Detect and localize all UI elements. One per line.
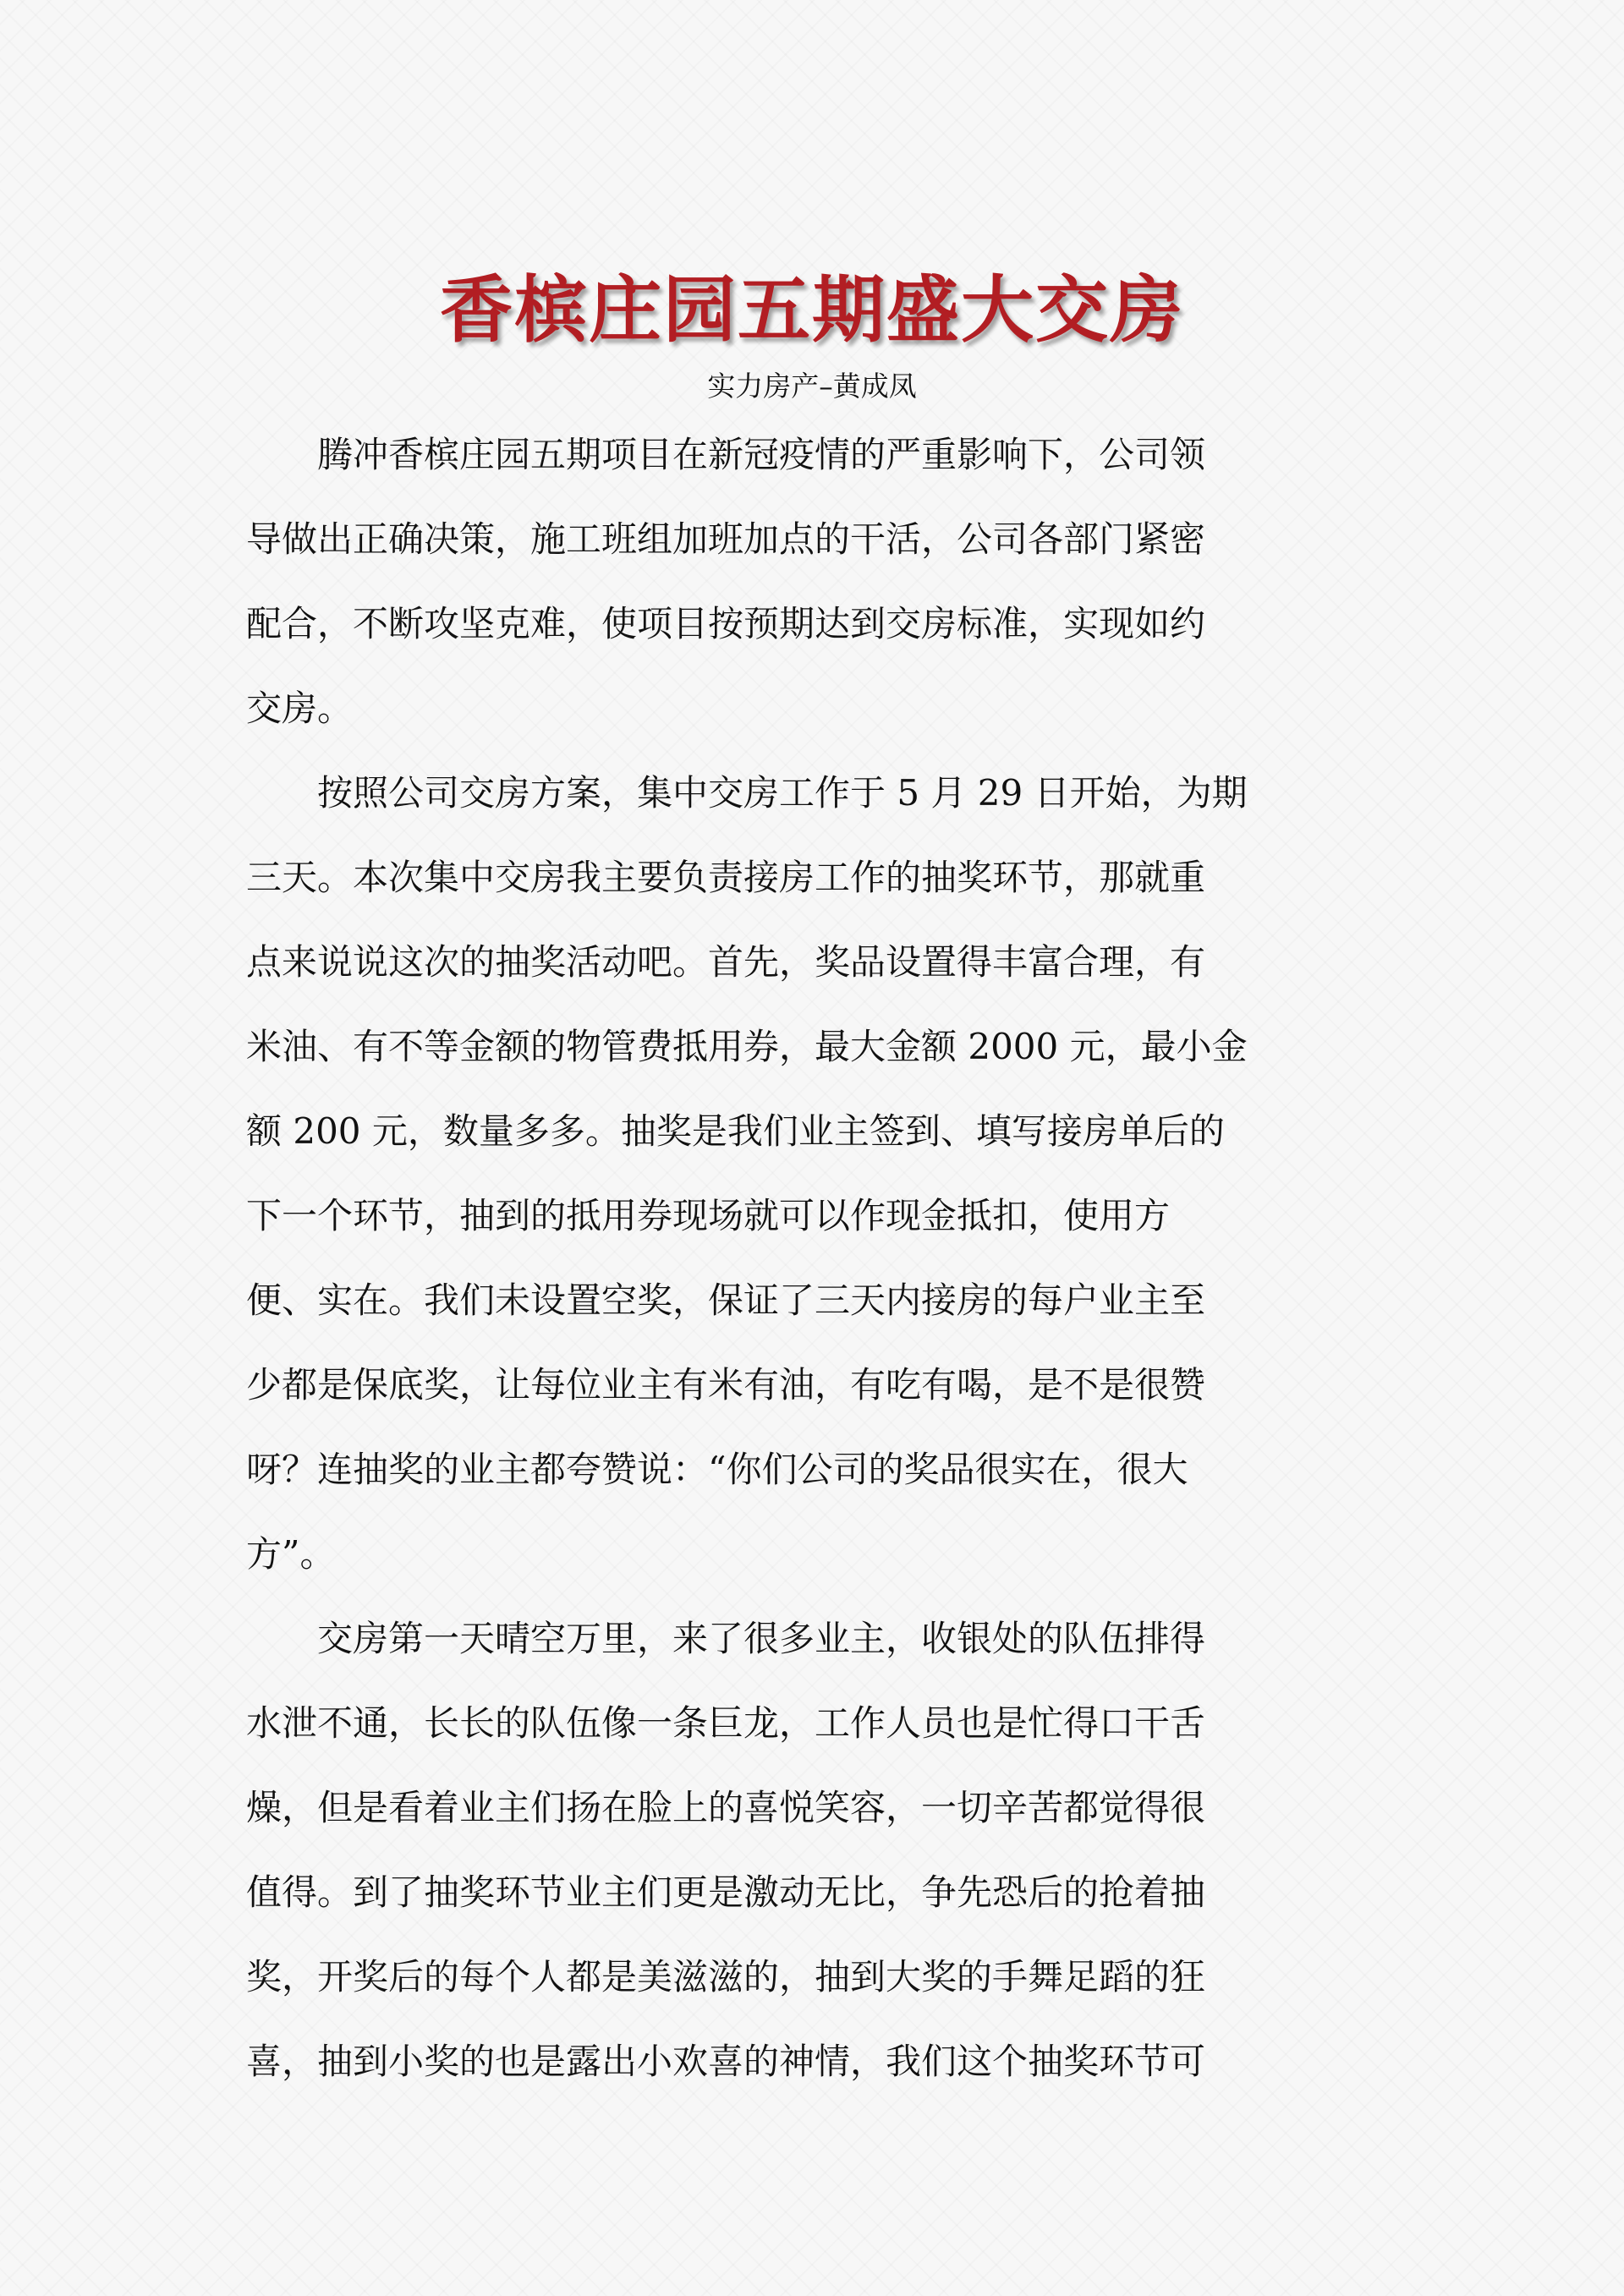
paragraph-line: 便、实在。我们未设置空奖，保证了三天内接房的每户业主至 — [246, 1280, 1206, 1321]
paragraph-2 — [246, 751, 1376, 1597]
document-title: 香槟庄园五期盛大交房 — [440, 267, 1184, 353]
paragraph-line: 点来说说这次的抽奖活动吧。首先，奖品设置得丰富合理，有 — [246, 941, 1206, 983]
paragraph-line: 导做出正确决策，施工班组加班加点的干活，公司各部门紧密 — [246, 518, 1206, 560]
paragraph-line: 米油、有不等金额的物管费抵用券，最大金额 2000 元，最小金 — [246, 1026, 1248, 1067]
paragraph-line: 下一个环节，抽到的抵用券现场就可以作现金抵扣，使用方 — [246, 1195, 1171, 1236]
paragraph-line: 按照公司交房方案，集中交房工作于 5 月 29 日开始，为期 — [317, 772, 1248, 814]
paragraph-line: 配合，不断攻坚克难，使项目按预期达到交房标准，实现如约 — [246, 603, 1206, 644]
paragraph-line: 呀？连抽奖的业主都夸赞说：“你们公司的奖品很实在，很大 — [246, 1449, 1188, 1490]
paragraph-line: 喜，抽到小奖的也是露出小欢喜的神情，我们这个抽奖环节可 — [246, 2041, 1206, 2082]
paragraph-3 — [246, 1597, 1376, 2104]
paragraph-line: 交房。 — [246, 688, 354, 729]
document-body — [246, 413, 1376, 2104]
paragraph-line: 腾冲香槟庄园五期项目在新冠疫情的严重影响下，公司领 — [317, 434, 1206, 475]
paragraph-line: 奖，开奖后的每个人都是美滋滋的，抽到大奖的手舞足蹈的狂 — [246, 1956, 1206, 1997]
paragraph-1 — [246, 413, 1376, 751]
paragraph-line: 交房第一天晴空万里，来了很多业主，收银处的队伍排得 — [317, 1618, 1206, 1659]
paragraph-line: 水泄不通，长长的队伍像一条巨龙，工作人员也是忙得口干舌 — [246, 1702, 1206, 1744]
paragraph-line: 方”。 — [246, 1533, 336, 1575]
paragraph-line: 三天。本次集中交房我主要负责接房工作的抽奖环节，那就重 — [246, 857, 1206, 898]
paragraph-line: 燥，但是看着业主们扬在脸上的喜悦笑容，一切辛苦都觉得很 — [246, 1787, 1206, 1828]
paragraph-line: 额 200 元，数量多多。抽奖是我们业主签到、填写接房单后的 — [246, 1110, 1225, 1152]
paragraph-line: 值得。到了抽奖环节业主们更是激动无比，争先恐后的抢着抽 — [246, 1871, 1206, 1913]
document-byline: 实力房产–黄成凤 — [707, 370, 917, 403]
paragraph-line: 少都是保底奖，让每位业主有米有油，有吃有喝，是不是很赞 — [246, 1364, 1206, 1406]
